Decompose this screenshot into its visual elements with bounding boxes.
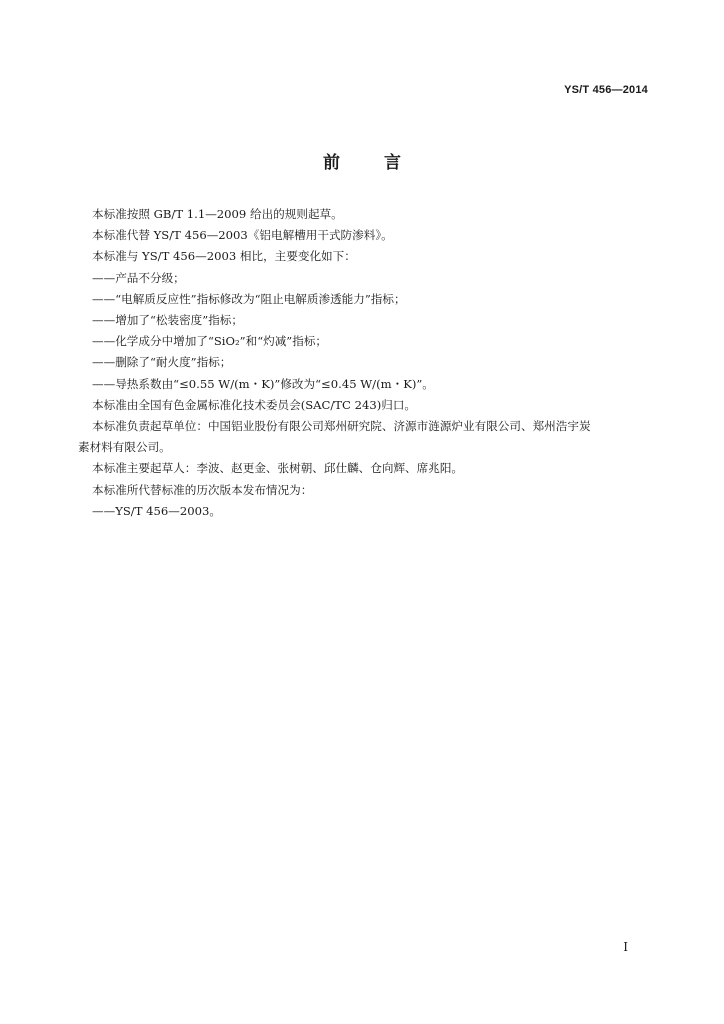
- change-item: ——“电解质反应性”指标修改为“阻止电解质渗透能力”指标；: [92, 291, 406, 306]
- foreword-body: [78, 204, 654, 522]
- title-char-2: 言: [384, 153, 401, 173]
- paragraph-continuation: 素材料有限公司。: [78, 440, 171, 455]
- page-number: I: [623, 940, 628, 954]
- change-item: ——删除了“耐火度”指标；: [92, 355, 232, 370]
- paragraph: 本标准负责起草单位：中国铝业股份有限公司郑州研究院、济源市涟源炉业有限公司、郑州浩宇炭: [92, 419, 591, 434]
- change-item: ——化学成分中增加了“SiO₂”和“灼减”指标；: [92, 334, 328, 349]
- change-item: ——导热系数由“≤0.55 W/(m・K)”修改为“≤0.45 W/(m・K)”。: [92, 376, 434, 391]
- title-char-1: 前: [323, 153, 340, 173]
- page-title: [0, 148, 724, 173]
- paragraph: 本标准主要起草人：李波、赵更金、张树朝、邱仕麟、仓向辉、席兆阳。: [92, 461, 464, 476]
- change-item: ——增加了“松装密度”指标；: [92, 313, 243, 328]
- paragraph: 本标准代替 YS/T 456—2003《铝电解槽用干式防渗料》。: [92, 228, 393, 243]
- standard-code: YS/T 456—2014: [564, 84, 648, 96]
- paragraph: 本标准按照 GB/T 1.1—2009 给出的规则起草。: [92, 207, 343, 221]
- paragraph: 本标准所代替标准的历次版本发布情况为：: [92, 482, 313, 497]
- change-item: ——产品不分级；: [92, 270, 185, 285]
- change-item: ——YS/T 456—2003。: [92, 503, 221, 518]
- paragraph: 本标准由全国有色金属标准化技术委员会(SAC/TC 243)归口。: [92, 397, 417, 412]
- paragraph: 本标准与 YS/T 456—2003 相比，主要变化如下：: [92, 249, 356, 264]
